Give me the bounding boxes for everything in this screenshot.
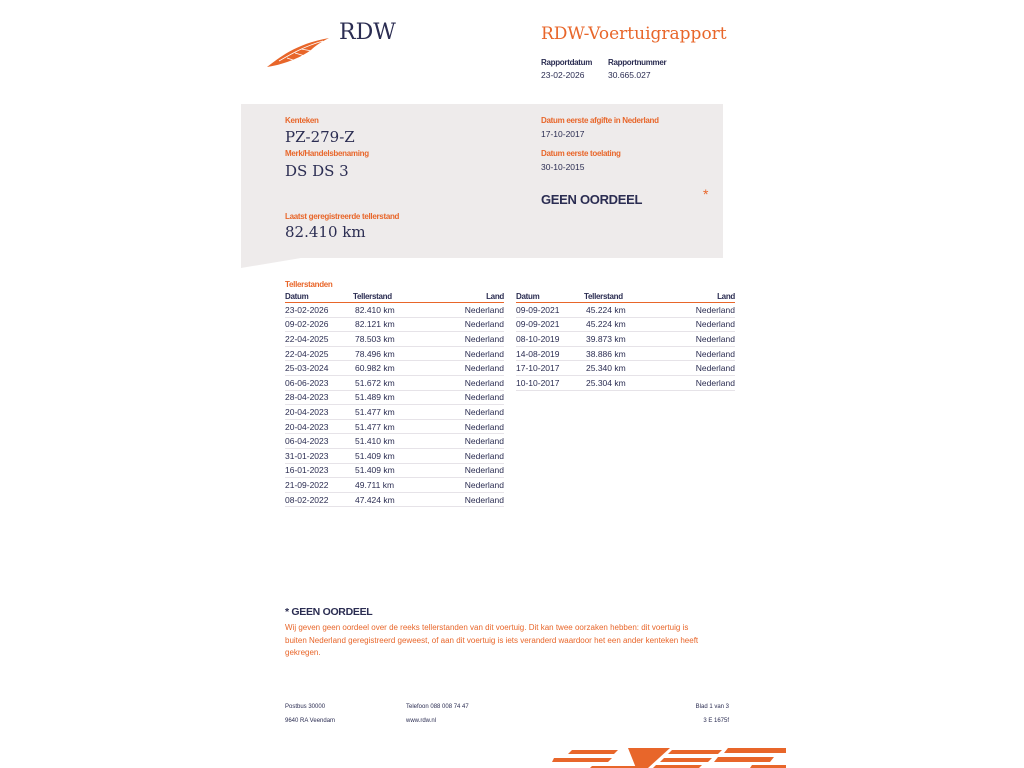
- first-admission-label: Datum eerste toelating: [541, 149, 621, 158]
- reading-value: 45.224 km: [584, 303, 656, 318]
- make-label: Merk/Handelsbenaming: [285, 149, 369, 158]
- first-nl-label: Datum eerste afgifte in Nederland: [541, 116, 659, 125]
- report-title: RDW-Voertuigrapport: [541, 24, 727, 44]
- table-row: [516, 317, 735, 332]
- footer-page-number: Blad 1 van 3: [695, 704, 729, 710]
- reading-value: 38.886 km: [584, 346, 656, 361]
- reading-date: 08-10-2019: [516, 332, 584, 347]
- verdict-asterisk: *: [703, 186, 709, 202]
- table-row: [285, 317, 504, 332]
- reading-value: 45.224 km: [584, 317, 656, 332]
- make-value: DS DS 3: [285, 162, 349, 180]
- reading-value: 51.410 km: [353, 434, 425, 449]
- table-row: [516, 303, 735, 318]
- reading-date: 09-02-2026: [285, 317, 353, 332]
- reading-value: 25.340 km: [584, 361, 656, 376]
- col-date: Datum: [516, 292, 584, 303]
- reading-value: 51.477 km: [353, 419, 425, 434]
- footer-address-line2: 9640 RA Veendam: [285, 718, 336, 724]
- reading-country: Nederland: [425, 478, 504, 493]
- reading-date: 17-10-2017: [516, 361, 584, 376]
- reading-date: 14-08-2019: [516, 346, 584, 361]
- readings-title: Tellerstanden: [285, 280, 333, 289]
- reading-country: Nederland: [425, 390, 504, 405]
- plate-label: Kenteken: [285, 116, 319, 125]
- reading-date: 20-04-2023: [285, 419, 353, 434]
- first-admission-date: 30-10-2015: [541, 162, 585, 172]
- reading-country: Nederland: [656, 332, 735, 347]
- brand-name: RDW: [339, 20, 396, 45]
- reading-country: Nederland: [425, 405, 504, 420]
- reading-country: Nederland: [425, 463, 504, 478]
- table-row: [285, 361, 504, 376]
- rdw-stripes-decoration: [552, 744, 786, 768]
- footer-document-code: 3 E 1675f: [703, 718, 729, 724]
- table-row: [516, 375, 735, 390]
- reading-value: 51.489 km: [353, 390, 425, 405]
- odometer-label: Laatst geregistreerde tellerstand: [285, 212, 400, 221]
- reading-country: Nederland: [425, 448, 504, 463]
- reading-date: 22-04-2025: [285, 332, 353, 347]
- verdict: GEEN OORDEEL: [541, 192, 643, 207]
- table-row: [285, 332, 504, 347]
- reading-date: 09-09-2021: [516, 317, 584, 332]
- reading-value: 82.410 km: [353, 303, 425, 318]
- table-row: [285, 346, 504, 361]
- reading-date: 25-03-2024: [285, 361, 353, 376]
- reading-value: 39.873 km: [584, 332, 656, 347]
- table-row: [285, 478, 504, 493]
- reading-value: 47.424 km: [353, 492, 425, 507]
- reading-date: 20-04-2023: [285, 405, 353, 420]
- report-date-label: Rapportdatum: [541, 58, 593, 67]
- report-number-block: [608, 58, 666, 80]
- reading-value: 78.496 km: [353, 346, 425, 361]
- reading-value: 51.672 km: [353, 375, 425, 390]
- reading-value: 51.409 km: [353, 463, 425, 478]
- report-number: 30.665.027: [608, 70, 651, 80]
- footnote-title: * GEEN OORDEEL: [285, 606, 373, 618]
- reading-country: Nederland: [425, 303, 504, 318]
- report-date-block: [541, 58, 592, 80]
- table-row: [285, 405, 504, 420]
- table-row: [285, 448, 504, 463]
- summary-panel-tail: [241, 258, 301, 268]
- reading-date: 08-02-2022: [285, 492, 353, 507]
- table-row: [285, 419, 504, 434]
- reading-country: Nederland: [656, 303, 735, 318]
- report-date: 23-02-2026: [541, 70, 585, 80]
- reading-date: 28-04-2023: [285, 390, 353, 405]
- reading-date: 22-04-2025: [285, 346, 353, 361]
- table-row: [516, 346, 735, 361]
- table-row: [285, 375, 504, 390]
- reading-date: 23-02-2026: [285, 303, 353, 318]
- table-header-row: [516, 292, 735, 303]
- report-number-label: Rapportnummer: [608, 58, 667, 67]
- reading-country: Nederland: [425, 434, 504, 449]
- table-row: [516, 332, 735, 347]
- footer-phone: Telefoon 088 008 74 47: [406, 704, 469, 710]
- reading-value: 78.503 km: [353, 332, 425, 347]
- reading-value: 82.121 km: [353, 317, 425, 332]
- reading-country: Nederland: [656, 317, 735, 332]
- footer-website[interactable]: www.rdw.nl: [406, 718, 437, 724]
- reading-date: 06-04-2023: [285, 434, 353, 449]
- table-header-row: [285, 292, 504, 303]
- reading-value: 51.477 km: [353, 405, 425, 420]
- reading-value: 60.982 km: [353, 361, 425, 376]
- reading-country: Nederland: [425, 375, 504, 390]
- col-country: Land: [656, 292, 735, 303]
- reading-country: Nederland: [425, 317, 504, 332]
- reading-value: 49.711 km: [353, 478, 425, 493]
- col-reading: Tellerstand: [353, 292, 425, 303]
- reading-country: Nederland: [425, 346, 504, 361]
- readings-table-right: [516, 292, 735, 391]
- first-nl-date: 17-10-2017: [541, 129, 585, 139]
- odometer-value: 82.410 km: [285, 223, 366, 241]
- footnote-text: Wij geven geen oordeel over de reeks tellerstanden van dit voertuig. Dit kan twee oorzaken hebben: dit voertuig is buiten Nederland geregistreerd geweest, of aan dit voertuig is iets veranderd waardoor het een ander kenteken heeft gekregen.: [285, 623, 699, 658]
- table-row: [285, 390, 504, 405]
- reading-date: 31-01-2023: [285, 448, 353, 463]
- reading-country: Nederland: [656, 361, 735, 376]
- reading-date: 10-10-2017: [516, 375, 584, 390]
- reading-country: Nederland: [425, 332, 504, 347]
- table-row: [285, 492, 504, 507]
- reading-date: 06-06-2023: [285, 375, 353, 390]
- col-reading: Tellerstand: [584, 292, 656, 303]
- readings-table-left: [285, 292, 504, 507]
- reading-country: Nederland: [425, 361, 504, 376]
- reading-date: 16-01-2023: [285, 463, 353, 478]
- rdw-feather-logo: [265, 34, 331, 70]
- reading-value: 51.409 km: [353, 448, 425, 463]
- table-row: [285, 434, 504, 449]
- col-date: Datum: [285, 292, 353, 303]
- reading-country: Nederland: [656, 346, 735, 361]
- col-country: Land: [425, 292, 504, 303]
- reading-date: 21-09-2022: [285, 478, 353, 493]
- reading-value: 25.304 km: [584, 375, 656, 390]
- table-row: [285, 303, 504, 318]
- footer-address-line1: Postbus 30000: [285, 704, 326, 710]
- plate-value: PZ-279-Z: [285, 128, 355, 146]
- table-row: [285, 463, 504, 478]
- reading-country: Nederland: [425, 419, 504, 434]
- table-row: [516, 361, 735, 376]
- reading-date: 09-09-2021: [516, 303, 584, 318]
- reading-country: Nederland: [656, 375, 735, 390]
- reading-country: Nederland: [425, 492, 504, 507]
